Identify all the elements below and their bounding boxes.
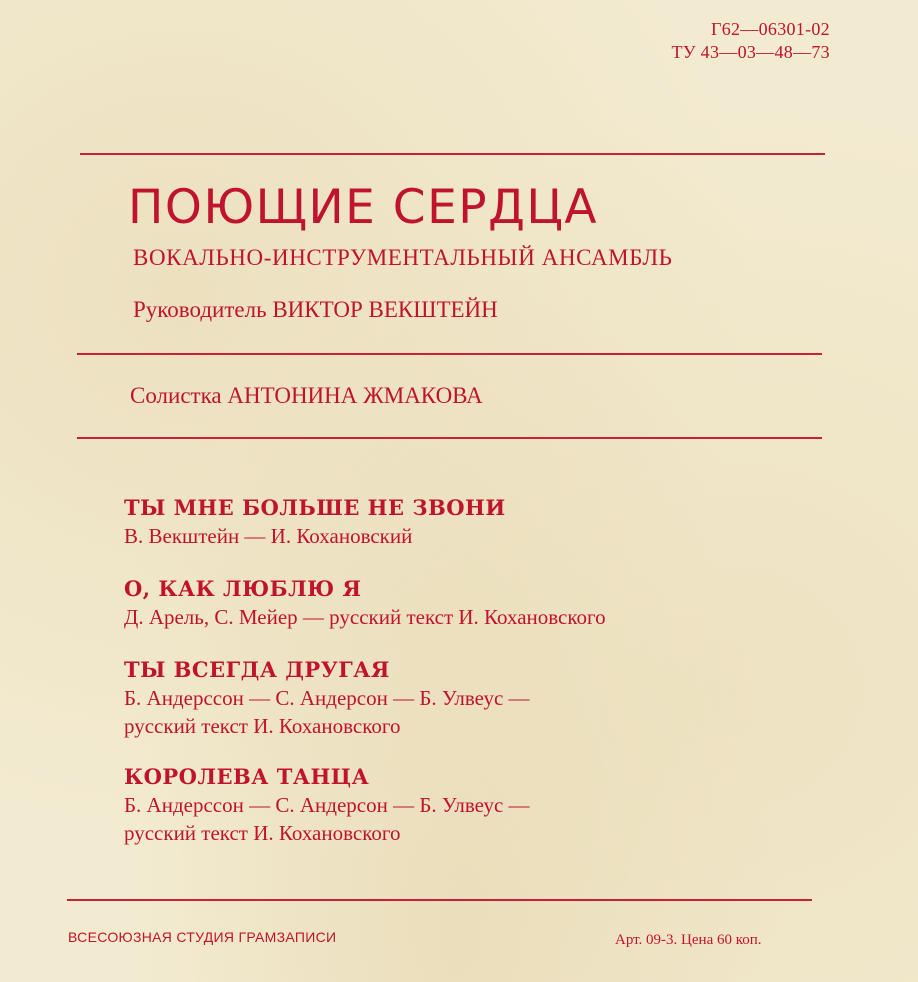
song-credit: Д. Арель, С. Мейер — русский текст И. Кохановского xyxy=(124,605,606,629)
divider-footer xyxy=(67,899,812,901)
song-credit: Б. Андерссон — С. Андерсон — Б. Улвеус — xyxy=(124,793,530,817)
song-title: ТЫ ВСЕГДА ДРУГАЯ xyxy=(124,657,390,682)
band-title: ПОЮЩИЕ СЕРДЦА xyxy=(128,180,598,235)
soloist-credit: Солистка АНТОНИНА ЖМАКОВА xyxy=(130,383,483,408)
divider-after-soloist xyxy=(77,437,822,439)
divider-after-leader xyxy=(77,353,822,355)
catalog-standard: ТУ 43—03—48—73 xyxy=(671,42,830,62)
catalog-code: Г62—06301-02 xyxy=(710,19,830,39)
song-credit: В. Векштейн — И. Кохановский xyxy=(124,524,413,548)
song-4 xyxy=(124,763,530,847)
price-label: Арт. 09-3. Цена 60 коп. xyxy=(615,932,762,948)
song-title: ТЫ МНЕ БОЛЬШЕ НЕ ЗВОНИ xyxy=(124,495,506,520)
divider-top xyxy=(80,153,825,155)
song-credit: русский текст И. Кохановского xyxy=(124,821,401,845)
studio-name: ВСЕСОЮЗНАЯ СТУДИЯ ГРАМЗАПИСИ xyxy=(68,929,337,945)
song-2 xyxy=(124,575,606,631)
leader-credit: Руководитель ВИКТОР ВЕКШТЕЙН xyxy=(133,297,498,322)
song-title: О, КАК ЛЮБЛЮ Я xyxy=(124,576,362,601)
song-credit: Б. Андерссон — С. Андерсон — Б. Улвеус — xyxy=(124,686,530,710)
catalog-block xyxy=(672,18,830,64)
song-title: КОРОЛЕВА ТАНЦА xyxy=(124,764,370,789)
song-credit: русский текст И. Кохановского xyxy=(124,714,401,738)
song-3 xyxy=(124,656,530,740)
band-subtitle: ВОКАЛЬНО-ИНСТРУМЕНТАЛЬНЫЙ АНСАМБЛЬ xyxy=(133,245,673,270)
song-1 xyxy=(124,494,506,550)
